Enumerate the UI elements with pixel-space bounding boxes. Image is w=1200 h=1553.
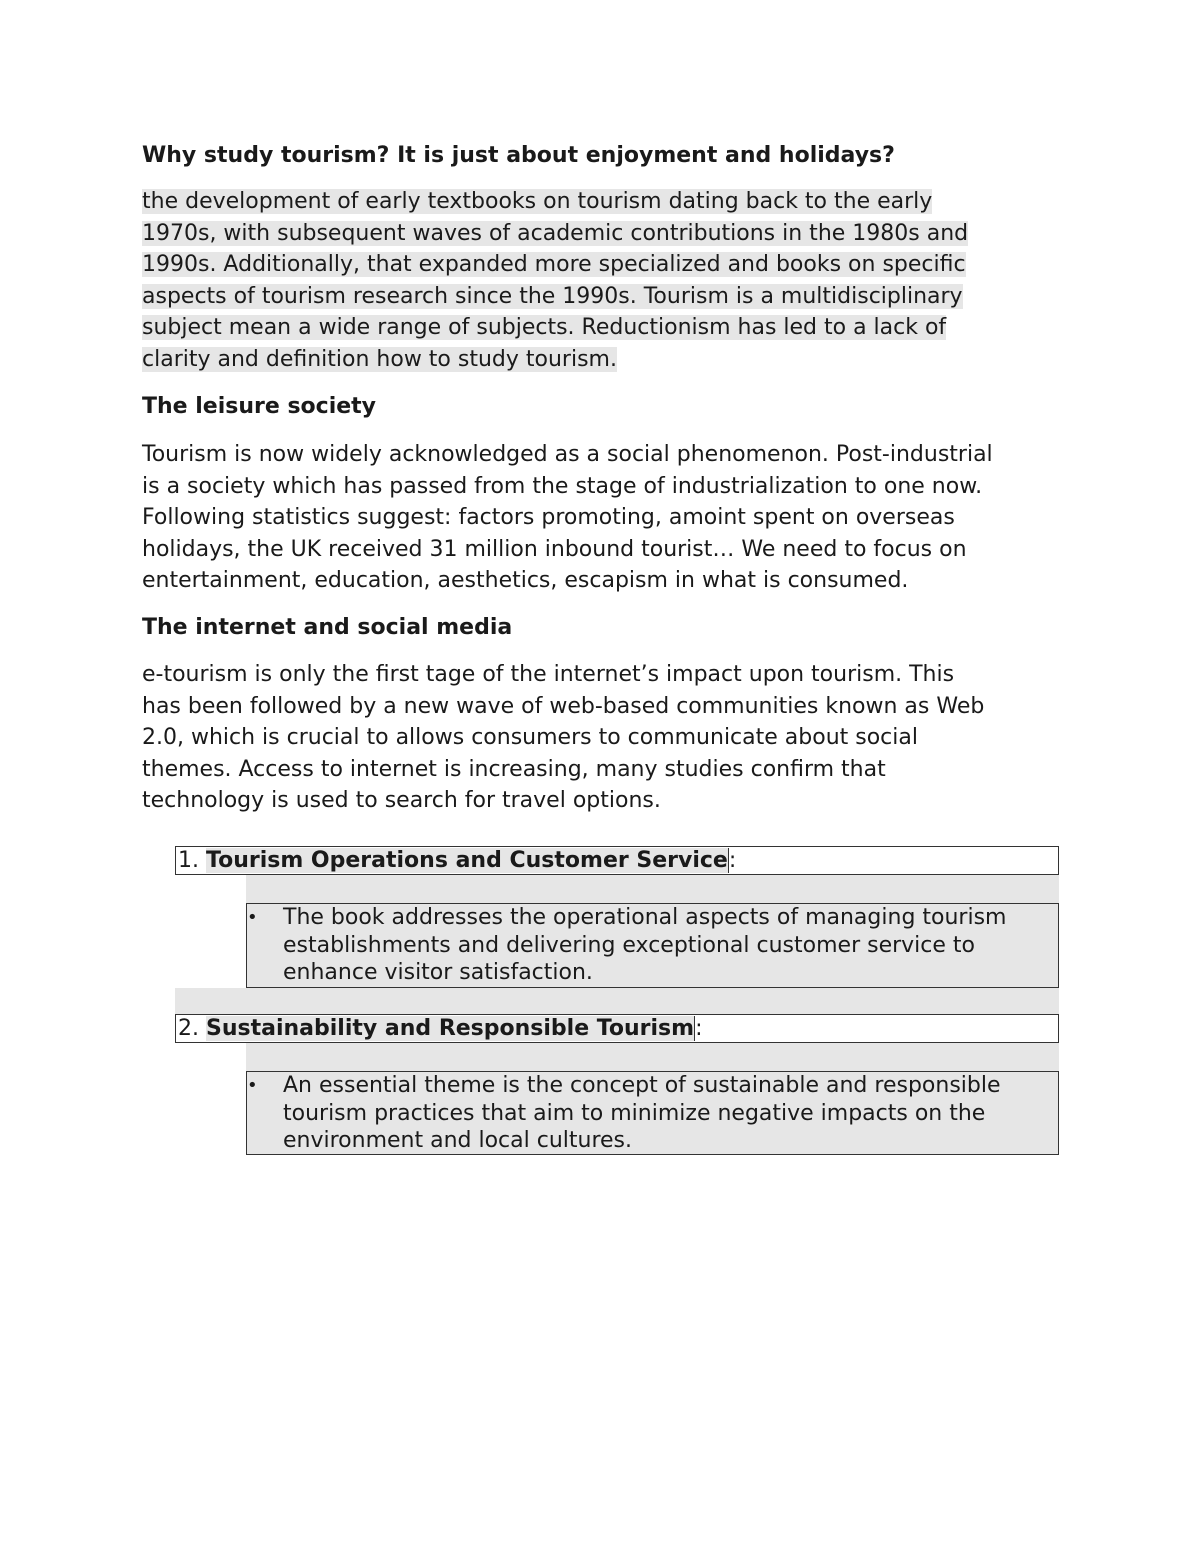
- paragraph-line: Following statistics suggest: factors promoting, amoint spent on overseas: [142, 505, 955, 530]
- paragraph-line: has been followed by a new wave of web-based communities known as Web: [142, 693, 985, 719]
- bullet-line: environment and local cultures.: [283, 1128, 633, 1153]
- list-number: 2.: [178, 1016, 199, 1041]
- paragraph-line: themes. Access to internet is increasing, many studies confirm that: [142, 756, 886, 782]
- paragraph-internet-social-media: [142, 659, 1072, 817]
- paragraph-line: Tourism is now widely acknowledged as a social phenomenon. Post-industrial: [142, 442, 993, 467]
- paragraph-line: entertainment, education, aesthetics, escapism in what is consumed.: [142, 568, 909, 593]
- numbered-list-item-1: [175, 846, 1059, 875]
- shaded-band: [246, 875, 1059, 903]
- bullet-item-2: [246, 1071, 1059, 1155]
- numbered-list-item-2: [175, 1014, 1059, 1043]
- bullet-icon: •: [247, 907, 258, 928]
- bullet-line: The book addresses the operational aspects of managing tourism: [283, 905, 1007, 930]
- shaded-band: [175, 988, 1059, 1014]
- bullet-line: enhance visitor satisfaction.: [283, 960, 593, 985]
- shaded-band: [246, 1043, 1059, 1071]
- paragraph-line: aspects of tourism research since the 1990s. Tourism is a multidisciplinary: [142, 283, 963, 309]
- list-number: 1.: [178, 848, 199, 873]
- paragraph-line: is a society which has passed from the stage of industrialization to one now.: [142, 473, 983, 499]
- bullet-text: [283, 1072, 1001, 1155]
- paragraph-line: technology is used to search for travel options.: [142, 788, 661, 813]
- paragraph-line: e-tourism is only the first tage of the internet’s impact upon tourism. This: [142, 662, 955, 687]
- list-item-suffix: :: [695, 1016, 703, 1041]
- bullet-line: tourism practices that aim to minimize negative impacts on the: [283, 1100, 986, 1126]
- section-heading-leisure-society: The leisure society: [142, 394, 377, 419]
- paragraph-early-textbooks: [142, 186, 1072, 375]
- paragraph-line: 2.0, which is crucial to allows consumers to communicate about social: [142, 725, 918, 750]
- paragraph-line: 1990s. Additionally, that expanded more specialized and books on specific: [142, 252, 966, 277]
- list-item-title: Sustainability and Responsible Tourism: [206, 1016, 695, 1041]
- section-heading-internet-social-media: The internet and social media: [142, 615, 513, 640]
- paragraph-line: 1970s, with subsequent waves of academic contributions in the 1980s and: [142, 220, 969, 246]
- list-item-title: Tourism Operations and Customer Service: [206, 848, 728, 873]
- section-heading-why-study-tourism: Why study tourism? It is just about enjoyment and holidays?: [142, 143, 895, 168]
- bullet-line: An essential theme is the concept of sustainable and responsible: [283, 1073, 1001, 1098]
- paragraph-line: subject mean a wide range of subjects. Reductionism has led to a lack of: [142, 315, 947, 340]
- bullet-item-1: [246, 903, 1059, 988]
- list-item-suffix: :: [728, 848, 737, 873]
- paragraph-line: clarity and definition how to study tourism.: [142, 346, 617, 372]
- paragraph-line: the development of early textbooks on tourism dating back to the early: [142, 189, 933, 214]
- bullet-text: [283, 904, 1006, 987]
- bullet-line: establishments and delivering exceptional customer service to: [283, 932, 975, 958]
- bullet-icon: •: [247, 1075, 258, 1096]
- paragraph-line: holidays, the UK received 31 million inbound tourist… We need to focus on: [142, 536, 967, 562]
- paragraph-leisure-society: [142, 439, 1072, 597]
